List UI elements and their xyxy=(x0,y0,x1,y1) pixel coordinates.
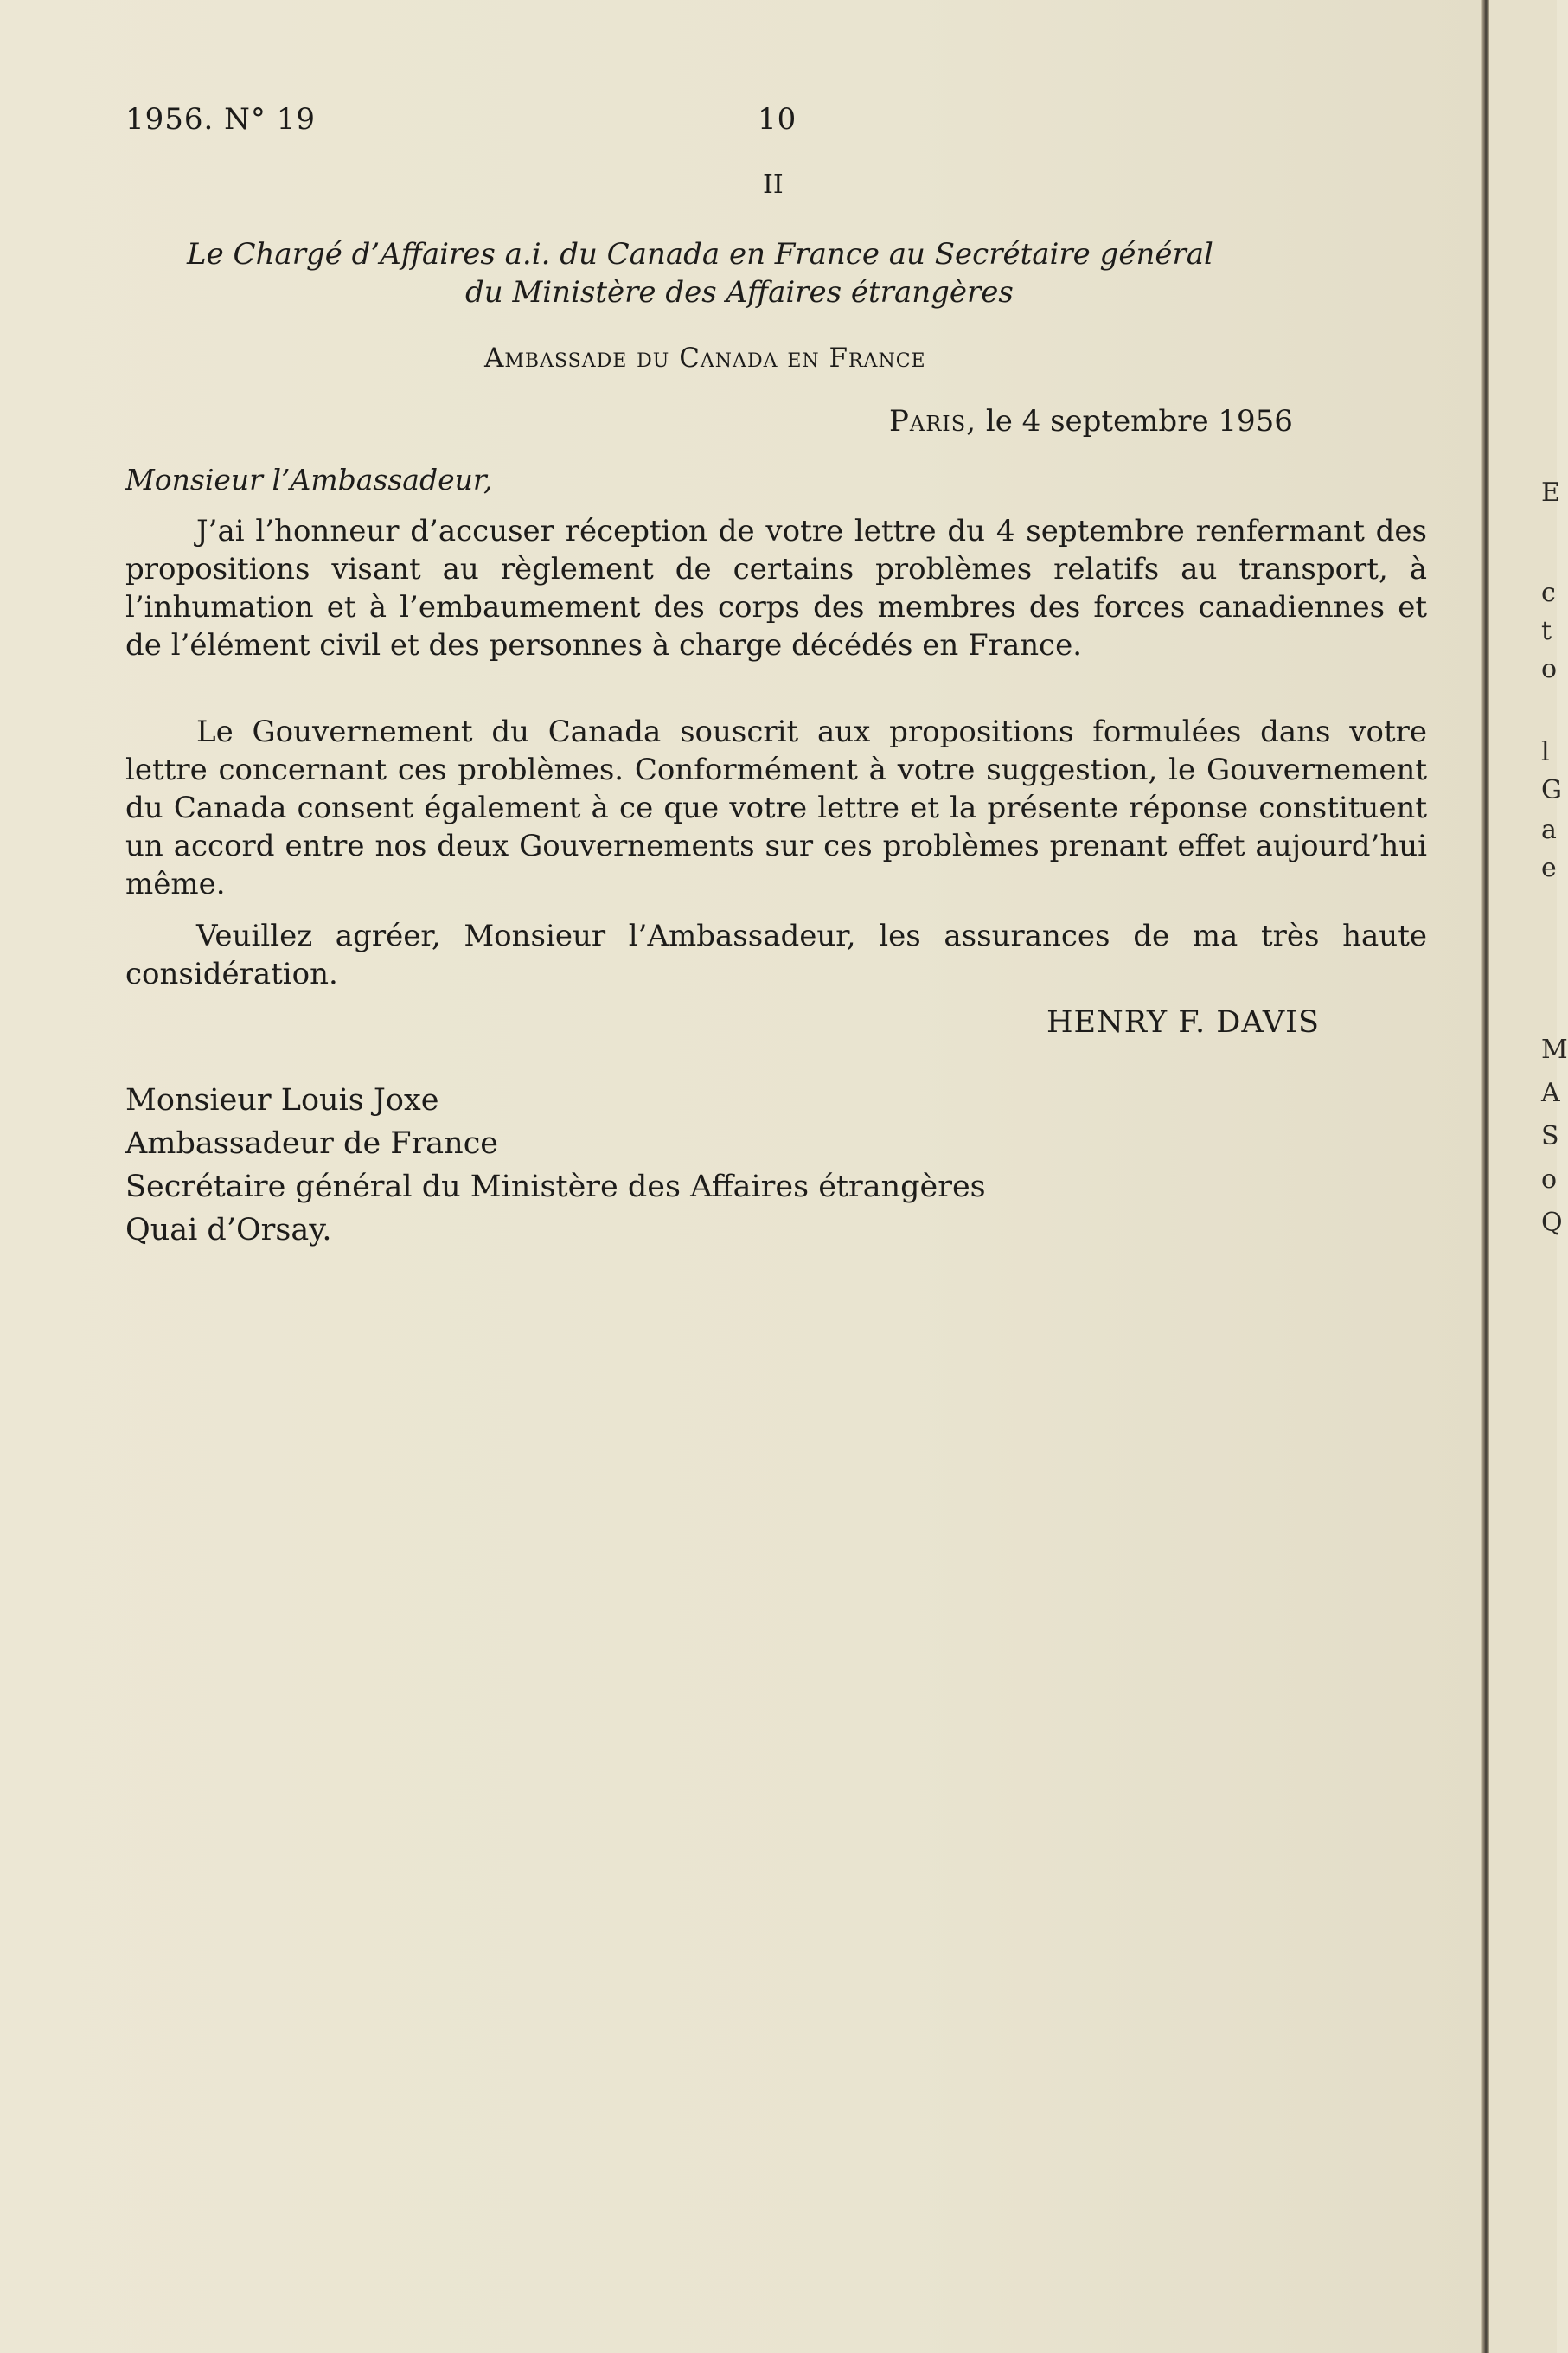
page-number: 10 xyxy=(758,102,797,137)
addressee-line: Ambassadeur de France xyxy=(125,1126,499,1161)
dateline-city: Paris, xyxy=(889,404,977,439)
edge-letter: M xyxy=(1541,1035,1568,1065)
letter-title-line-2: du Ministère des Affaires étrangères xyxy=(465,275,1014,310)
letter-title-line-1: Le Chargé d’Affaires a.i. du Canada en France au Secrétaire général xyxy=(187,237,1213,272)
addressee-block xyxy=(125,1079,986,1252)
edge-letter: t xyxy=(1541,616,1552,646)
edge-letter: e xyxy=(1541,853,1557,883)
running-head: 1956. N° 19 xyxy=(125,102,316,137)
edge-letter: G xyxy=(1541,775,1562,805)
addressee-line: Monsieur Louis Joxe xyxy=(125,1083,439,1118)
edge-letter: S xyxy=(1541,1121,1559,1151)
paragraph-2: Le Gouvernement du Canada souscrit aux propositions formulées dans votre lettre concernant ces problèmes. Conformément à votre suggestion, le Gouvernement du Canada consent également à ce que votre lettre et la présente réponse constituent un accord entre nos deux Gouvernements sur ces problèmes prenant effet aujourd’hui même. xyxy=(125,715,1427,901)
edge-letter: o xyxy=(1541,654,1558,684)
dateline-date: le 4 septembre 1956 xyxy=(976,404,1293,439)
salutation: Monsieur l’Ambassadeur, xyxy=(125,463,493,497)
dateline xyxy=(889,404,1293,439)
edge-letter: o xyxy=(1541,1164,1558,1195)
book-gutter xyxy=(1481,0,1489,2353)
embassy-heading: Ambassade du Canada en France xyxy=(484,343,926,374)
facing-page-edge xyxy=(1489,0,1568,2353)
paragraph-3: Veuillez agréer, Monsieur l’Ambassadeur, les assurances de ma très haute considération. xyxy=(125,919,1427,991)
signature: HENRY F. DAVIS xyxy=(1046,1005,1320,1040)
edge-letter: A xyxy=(1541,1078,1560,1108)
edge-letter: c xyxy=(1541,578,1556,608)
addressee-line: Secrétaire général du Ministère des Affaires étrangères xyxy=(125,1170,986,1204)
edge-letter: E xyxy=(1541,478,1560,508)
edge-letter: l xyxy=(1541,737,1550,767)
section-number: II xyxy=(763,170,784,200)
edge-letter: a xyxy=(1541,815,1557,845)
edge-letter: Q xyxy=(1541,1208,1563,1238)
addressee-line: Quai d’Orsay. xyxy=(125,1213,332,1247)
paragraph-1: J’ai l’honneur d’accuser réception de votre lettre du 4 septembre renfermant des propositions visant au règlement de certains problèmes relatifs au transport, à l’inhumation et à l’embaumement des corps des membres des forces canadiennes et de l’élément civil et des personnes à charge décédés en France. xyxy=(125,514,1427,663)
